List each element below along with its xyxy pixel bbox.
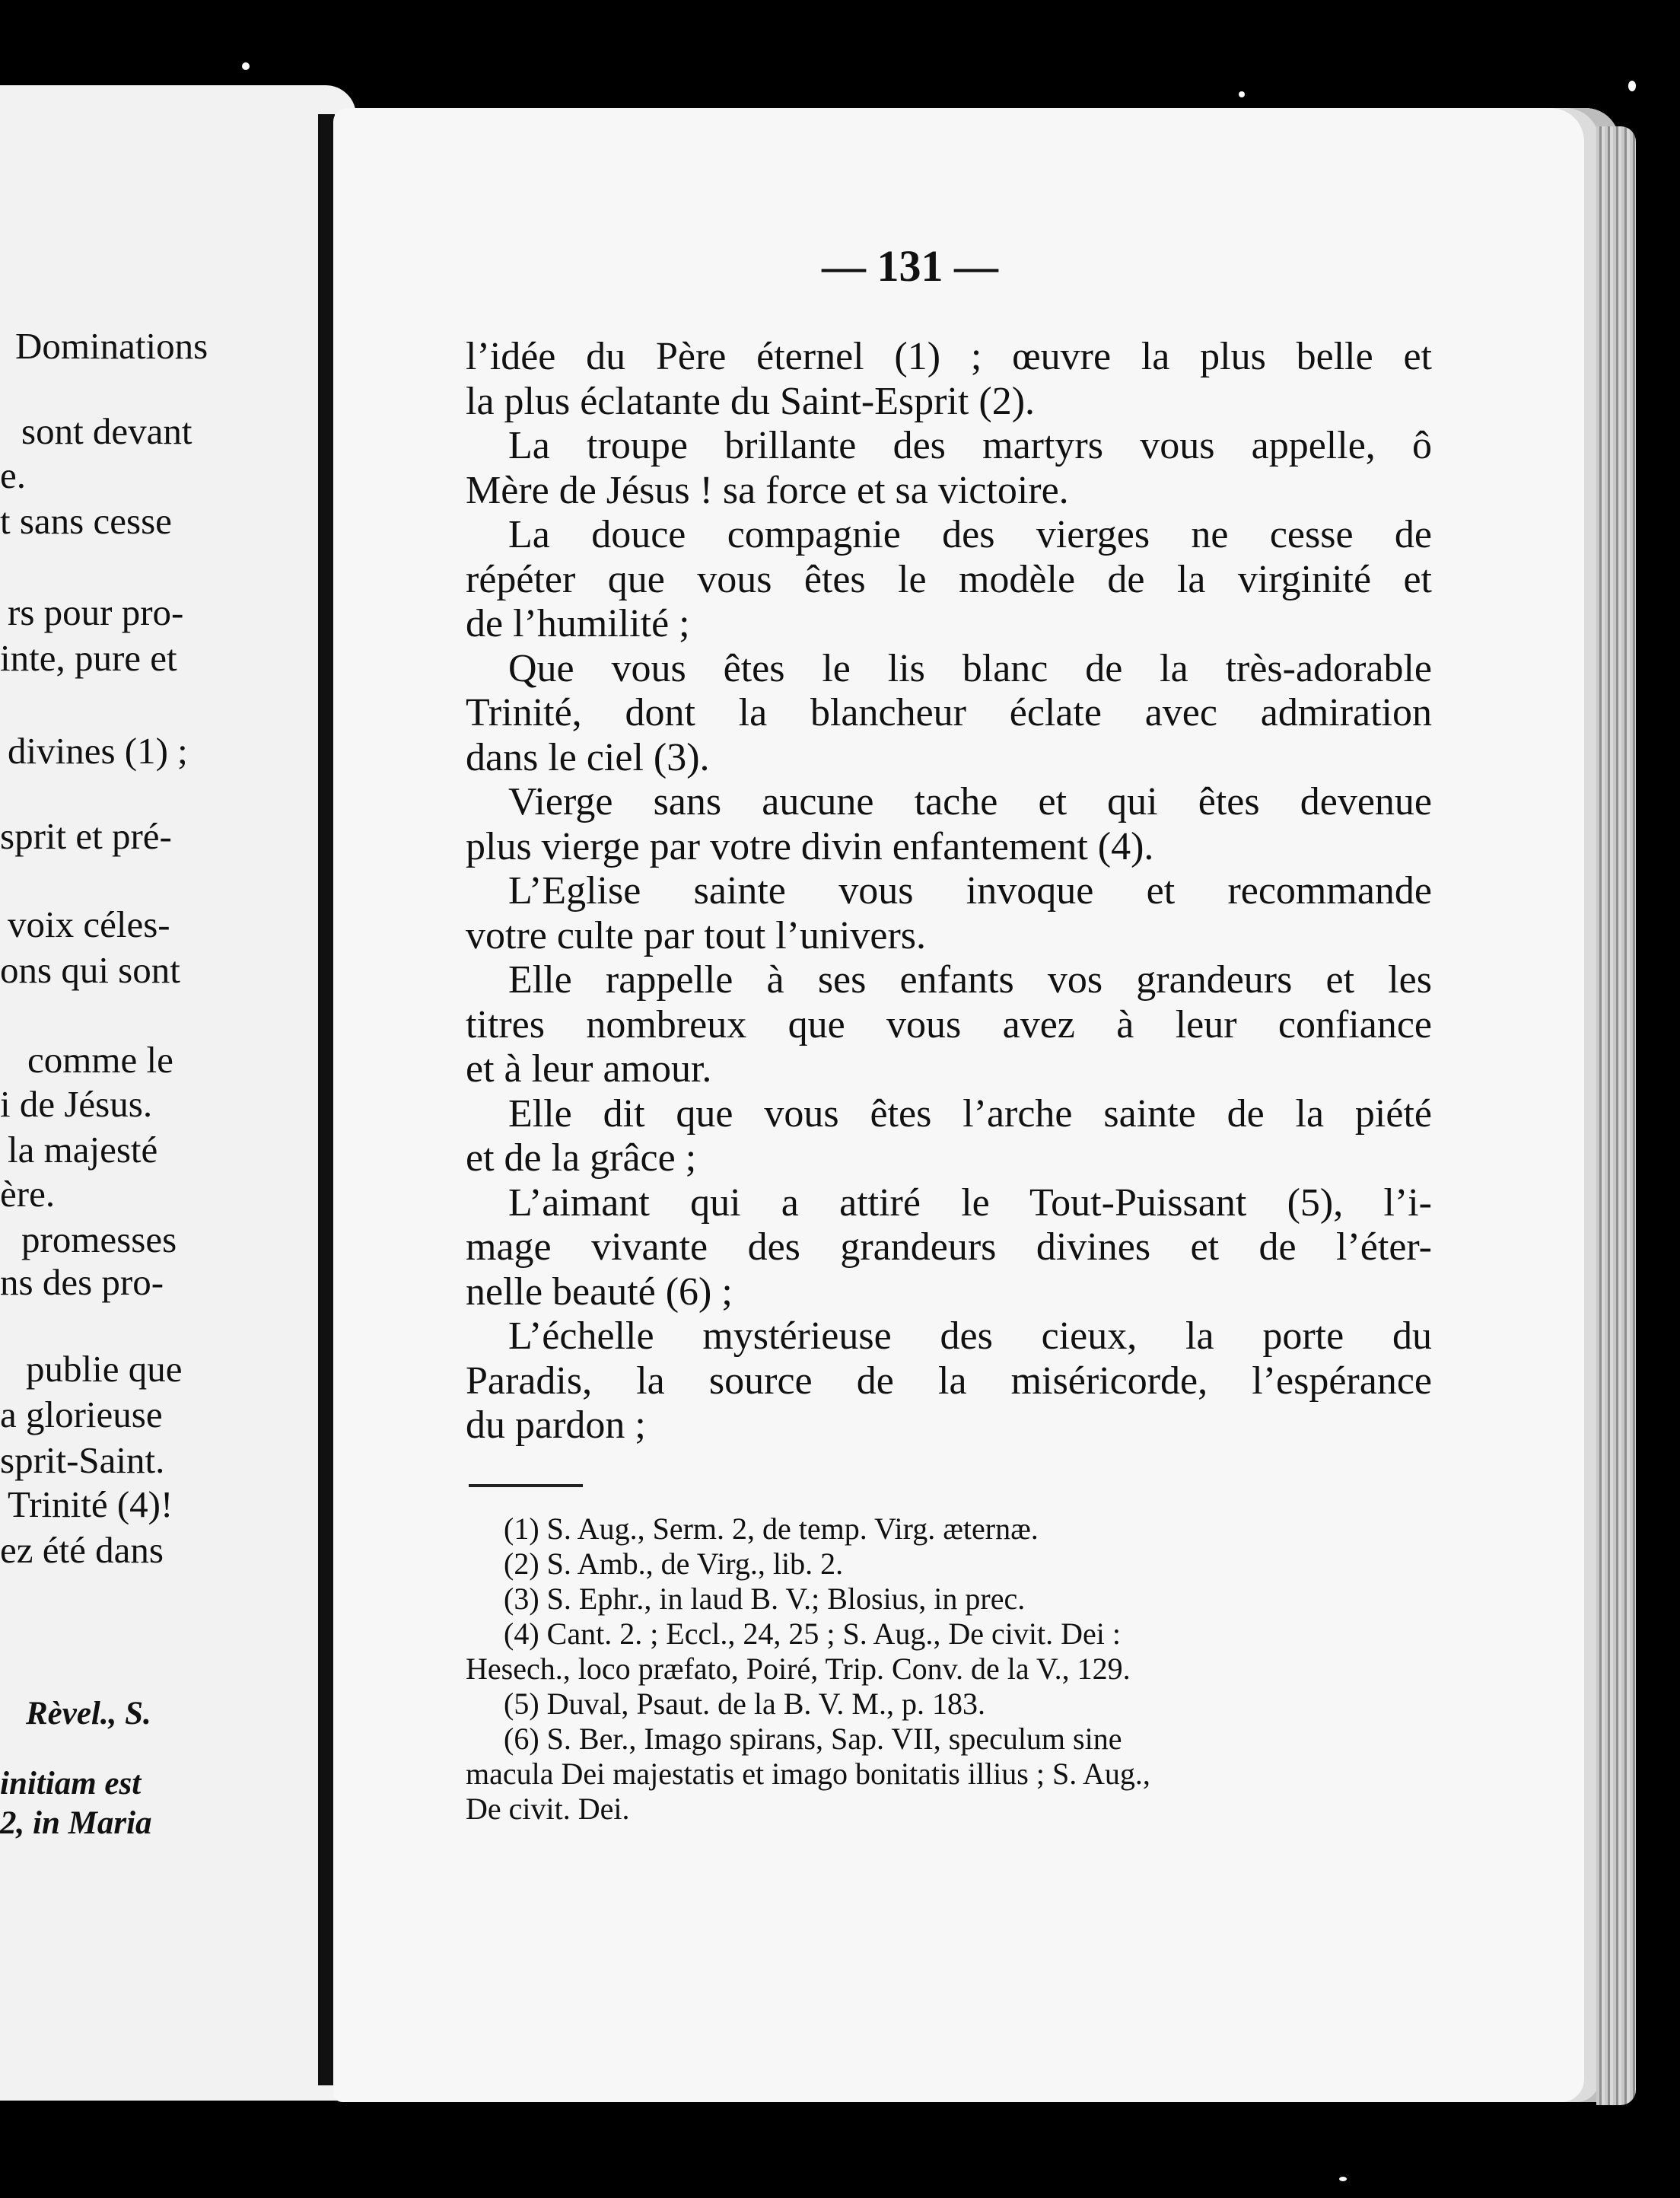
left-line: a glorieuse — [0, 1394, 163, 1435]
body-line: nelle beauté (6) ; — [466, 1269, 733, 1314]
scan-speck — [242, 62, 250, 70]
body-line: Trinité, dont la blancheur éclate avec admiration — [466, 691, 1432, 734]
body-line: votre culte par tout l’univers. — [466, 913, 927, 957]
scan-speck — [1239, 91, 1245, 97]
book-gutter — [318, 114, 335, 2085]
footnote-line: (1) S. Aug., Serm. 2, de temp. Virg. æternæ. — [504, 1512, 1039, 1546]
footnote-line: (6) S. Ber., Imago spirans, Sap. VII, speculum sine — [504, 1722, 1122, 1756]
left-line: la majesté — [8, 1129, 158, 1171]
body-line: de l’humilité ; — [466, 602, 690, 645]
left-line: inte, pure et — [0, 637, 177, 679]
left-line: i de Jésus. — [0, 1083, 153, 1125]
left-line: sprit et pré- — [0, 815, 172, 857]
footnote-line: (2) S. Amb., de Virg., lib. 2. — [504, 1547, 844, 1581]
body-line: mage vivante des grandeurs divines et de l’éter- — [466, 1225, 1432, 1269]
body-line: L’Eglise sainte vous invoque et recommande — [508, 869, 1432, 913]
left-line: publie que — [26, 1348, 183, 1390]
left-line: voix céles- — [8, 903, 170, 945]
page-number: — 131 — — [822, 241, 998, 291]
left-footnote-line: initiam est — [0, 1766, 142, 1801]
footnote-line: (5) Duval, Psaut. de la B. V. M., p. 183. — [504, 1687, 985, 1721]
body-line: et à leur amour. — [466, 1047, 712, 1091]
scan-speck — [1628, 81, 1636, 91]
left-line: Trinité (4)! — [8, 1483, 173, 1525]
footnote-rule — [469, 1484, 583, 1487]
footnote-line: (4) Cant. 2. ; Eccl., 24, 25 ; S. Aug., De civit. Dei : — [504, 1617, 1121, 1651]
body-line: L’aimant qui a attiré le Tout-Puissant (5), l’i- — [508, 1180, 1432, 1225]
body-line: l’idée du Père éternel (1) ; œuvre la plus belle et — [466, 335, 1432, 378]
body-line: Elle dit que vous êtes l’arche sainte de la piété — [508, 1091, 1432, 1136]
body-text — [466, 335, 1432, 1448]
footnote-line: De civit. Dei. — [466, 1792, 630, 1826]
scan-speck — [1339, 2177, 1347, 2181]
body-line: dans le ciel (3). — [466, 735, 710, 779]
body-line: L’échelle mystérieuse des cieux, la porte du — [508, 1314, 1432, 1358]
body-line: Elle rappelle à ses enfants vos grandeurs et les — [508, 958, 1432, 1002]
left-line: divines (1) ; — [8, 730, 188, 772]
body-line: plus vierge par votre divin enfantement (4). — [466, 824, 1154, 868]
body-line: La troupe brillante des martyrs vous appelle, ô — [508, 424, 1432, 467]
body-line: et de la grâce ; — [466, 1136, 697, 1180]
body-line: Que vous êtes le lis blanc de la très-adorable — [508, 646, 1432, 690]
left-line: promesses — [21, 1218, 177, 1260]
left-line: t sans cesse — [0, 500, 172, 542]
left-line: ns des pro- — [0, 1261, 164, 1303]
body-line: la plus éclatante du Saint-Esprit (2). — [466, 379, 1036, 423]
left-line: Dominations — [15, 325, 208, 367]
footnotes — [466, 1512, 1430, 1827]
left-line: ez été dans — [0, 1529, 164, 1571]
body-line: répéter que vous êtes le modèle de la virginité et — [466, 557, 1432, 601]
body-line: Paradis, la source de la miséricorde, l’espérance — [466, 1359, 1432, 1403]
left-footnote-line: Rèvel., S. — [26, 1696, 151, 1731]
left-line: rs pour pro- — [8, 591, 184, 633]
body-line: du pardon ; — [466, 1403, 646, 1447]
left-line: comme le — [27, 1039, 173, 1081]
footnote-line: (3) S. Ephr., in laud B. V.; Blosius, in prec. — [504, 1582, 1026, 1616]
left-line: ère. — [0, 1173, 56, 1215]
left-page — [0, 85, 356, 2101]
body-line: titres nombreux que vous avez à leur confiance — [466, 1002, 1432, 1046]
body-line: Mère de Jésus ! sa force et sa victoire. — [466, 468, 1069, 512]
left-footnote-line: 2, in Maria — [0, 1805, 152, 1841]
left-line: ons qui sont — [0, 949, 180, 991]
left-line: sprit-Saint. — [0, 1439, 165, 1481]
left-line: e. — [0, 454, 26, 496]
body-line: La douce compagnie des vierges ne cesse de — [508, 513, 1432, 556]
page-edge — [1596, 126, 1636, 2105]
footnote-line: macula Dei majestatis et imago bonitatis illius ; S. Aug., — [466, 1757, 1150, 1791]
left-line: sont devant — [21, 410, 192, 452]
body-line: Vierge sans aucune tache et qui êtes devenue — [508, 780, 1432, 823]
footnote-line: Hesech., loco præfato, Poiré, Trip. Conv. de la V., 129. — [466, 1652, 1131, 1686]
